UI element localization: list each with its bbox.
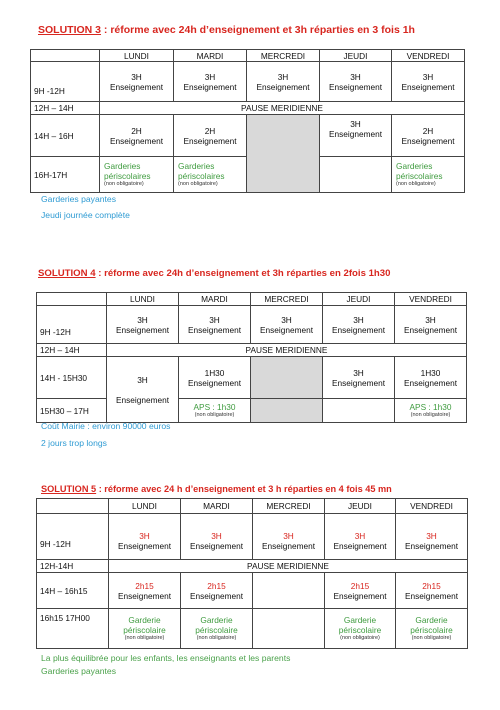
cell-mercredi-morning: 3H Enseignement <box>251 306 323 344</box>
cell-lundi-afternoon: 3H Enseignement <box>107 357 179 423</box>
cell-lundi-morning: 3H Enseignement <box>100 62 174 102</box>
cell-lundi-afternoon: 2H Enseignement <box>100 115 174 157</box>
time-slot-lunch: 12H-14H <box>37 560 109 573</box>
time-slot-lunch: 12H – 14H <box>31 102 100 115</box>
cell-jeudi-late-empty <box>320 157 392 193</box>
cell-mardi-morning: 3H Enseignement <box>179 306 251 344</box>
header-lundi: LUNDI <box>107 293 179 306</box>
cell-vendredi-afternoon: 2h15 Enseignement <box>396 573 468 609</box>
header-mardi: MARDI <box>179 293 251 306</box>
cell-vendredi-late: Garderie périscolaire (non obligatoire) <box>396 609 468 649</box>
cell-mercredi-afternoon-empty <box>247 115 320 193</box>
solution-4-title <box>38 268 390 279</box>
header-mardi: MARDI <box>181 499 253 514</box>
cell-lundi-late: Garderies périscolaires (non obligatoire) <box>100 157 174 193</box>
time-slot-late: 15H30 – 17H <box>37 399 107 423</box>
solution-5-label: SOLUTION 5 <box>41 484 97 494</box>
cell-jeudi-afternoon: 3H Enseignement <box>323 357 395 399</box>
cell-lundi-late: Garderie périscolaire (non obligatoire) <box>109 609 181 649</box>
header-vendredi: VENDREDI <box>392 50 465 62</box>
cell-jeudi-late: Garderie périscolaire (non obligatoire) <box>325 609 396 649</box>
time-slot-afternoon: 14H – 16h15 <box>37 573 109 609</box>
cell-mercredi-afternoon-empty <box>251 357 323 399</box>
cell-vendredi-morning: 3H Enseignement <box>396 514 468 560</box>
cell-mardi-late: Garderies périscolaires (non obligatoire) <box>174 157 247 193</box>
header-jeudi: JEUDI <box>325 499 396 514</box>
solution-3-title <box>38 24 415 36</box>
time-slot-morning: 9H -12H <box>37 514 109 560</box>
cell-mardi-afternoon: 2h15 Enseignement <box>181 573 253 609</box>
time-slot-lunch: 12H – 14H <box>37 344 107 357</box>
header-lundi: LUNDI <box>109 499 181 514</box>
cell-vendredi-late: Garderies périscolaires (non obligatoire) <box>392 157 465 193</box>
solution-3-description: : réforme avec 24h d’enseignement et 3h réparties en 3 fois 1h <box>101 24 415 36</box>
pause-meridienne: PAUSE MERIDIENNE <box>100 102 465 115</box>
cell-vendredi-late: APS : 1h30 (non obligatoire) <box>395 399 467 423</box>
time-slot-morning: 9H -12H <box>37 306 107 344</box>
solution-5-note-1: La plus équilibrée pour les enfants, les enseignants et les parents <box>41 653 291 663</box>
header-jeudi: JEUDI <box>323 293 395 306</box>
solution-4-label: SOLUTION 4 <box>38 268 96 279</box>
cell-jeudi-late-empty <box>323 399 395 423</box>
solution-4-description: : réforme avec 24h d’enseignement et 3h réparties en 2fois 1h30 <box>95 268 391 279</box>
cell-mercredi-morning: 3H Enseignement <box>253 514 325 560</box>
cell-jeudi-morning: 3H Enseignement <box>323 306 395 344</box>
header-mercredi: MERCREDI <box>251 293 323 306</box>
cell-lundi-morning: 3H Enseignement <box>109 514 181 560</box>
solution-4-note-1: Coût Mairie : environ 90000 euros <box>41 421 171 431</box>
cell-vendredi-afternoon: 2H Enseignement <box>392 115 465 157</box>
header-empty <box>37 293 107 306</box>
cell-jeudi-afternoon: 2h15 Enseignement <box>325 573 396 609</box>
cell-jeudi-morning: 3H Enseignement <box>320 62 392 102</box>
cell-vendredi-afternoon: 1H30 Enseignement <box>395 357 467 399</box>
cell-vendredi-morning: 3H Enseignement <box>395 306 467 344</box>
header-lundi: LUNDI <box>100 50 174 62</box>
header-jeudi: JEUDI <box>320 50 392 62</box>
cell-mercredi-afternoon-empty <box>253 573 325 609</box>
cell-mardi-afternoon: 1H30 Enseignement <box>179 357 251 399</box>
cell-jeudi-morning: 3H Enseignement <box>325 514 396 560</box>
solution-3-note-1: Garderies payantes <box>41 194 116 204</box>
cell-vendredi-morning: 3H Enseignement <box>392 62 465 102</box>
time-slot-late: 16h15 17H00 <box>37 609 109 649</box>
time-slot-morning: 9H -12H <box>31 62 100 102</box>
header-empty <box>31 50 100 62</box>
solution-5-title <box>41 484 392 494</box>
solution-3-table <box>30 49 465 193</box>
pause-meridienne: PAUSE MERIDIENNE <box>109 560 468 573</box>
solution-3-label: SOLUTION 3 <box>38 24 102 36</box>
header-vendredi: VENDREDI <box>395 293 467 306</box>
time-slot-late: 16H-17H <box>31 157 100 193</box>
cell-mardi-late: APS : 1h30 (non obligatoire) <box>179 399 251 423</box>
cell-mercredi-morning: 3H Enseignement <box>247 62 320 102</box>
cell-mardi-afternoon: 2H Enseignement <box>174 115 247 157</box>
time-slot-afternoon: 14H – 16H <box>31 115 100 157</box>
cell-jeudi-afternoon: 3H Enseignement <box>320 115 392 157</box>
pause-meridienne: PAUSE MERIDIENNE <box>107 344 467 357</box>
header-mardi: MARDI <box>174 50 247 62</box>
header-mercredi: MERCREDI <box>247 50 320 62</box>
header-mercredi: MERCREDI <box>253 499 325 514</box>
cell-mardi-morning: 3H Enseignement <box>181 514 253 560</box>
cell-mercredi-late-empty <box>251 399 323 423</box>
cell-mercredi-late-empty <box>253 609 325 649</box>
solution-4-table <box>36 292 467 423</box>
solution-3-note-2: Jeudi journée complète <box>41 210 130 220</box>
solution-4-note-2: 2 jours trop longs <box>41 438 107 448</box>
cell-mardi-morning: 3H Enseignement <box>174 62 247 102</box>
header-vendredi: VENDREDI <box>396 499 468 514</box>
cell-lundi-morning: 3H Enseignement <box>107 306 179 344</box>
solution-5-description: : réforme avec 24 h d’enseignement et 3 h réparties en 4 fois 45 mn <box>96 484 392 494</box>
cell-mardi-late: Garderie périscolaire (non obligatoire) <box>181 609 253 649</box>
solution-5-table <box>36 498 468 649</box>
header-empty <box>37 499 109 514</box>
solution-5-note-2: Garderies payantes <box>41 666 116 676</box>
cell-lundi-afternoon: 2h15 Enseignement <box>109 573 181 609</box>
time-slot-afternoon: 14H - 15H30 <box>37 357 107 399</box>
